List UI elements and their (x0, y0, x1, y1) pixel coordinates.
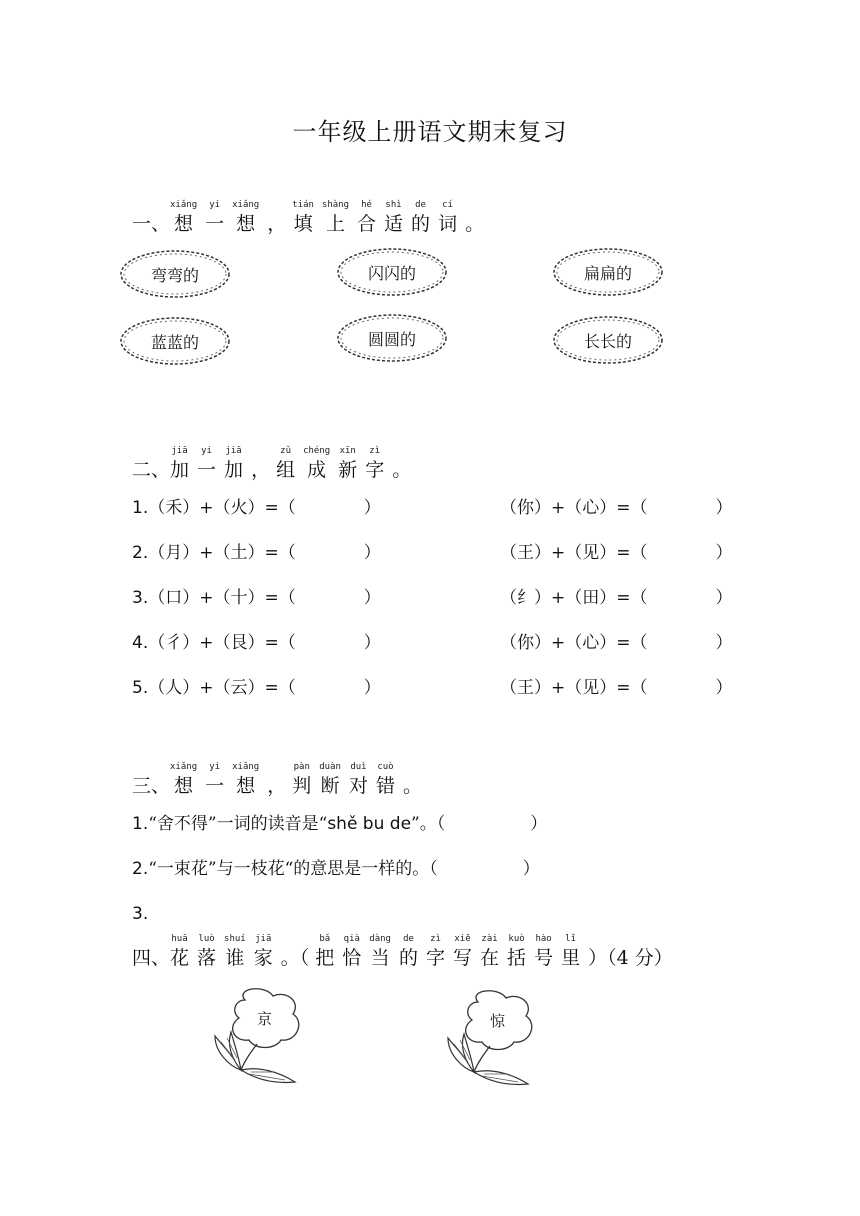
judge-question: 3. (132, 904, 149, 924)
pinyin: yi (201, 446, 212, 456)
hanzi: 的 (398, 947, 418, 969)
oval-label: 闪闪的 (367, 263, 416, 283)
pinyin-char (453, 934, 472, 970)
hanzi: 号 (534, 947, 554, 969)
pinyin-char (384, 200, 403, 236)
addition-row-left: 3.（口）+（十）=（ ） (132, 588, 381, 608)
pinyin-char (303, 446, 330, 482)
pinyin-char (322, 200, 349, 236)
addition-row-right: （你）+（心）=（ ） (500, 633, 733, 653)
hanzi: 判 (292, 775, 312, 797)
pinyin-char (357, 200, 376, 236)
flower-character: 惊 (490, 1012, 506, 1030)
pinyin-char (376, 762, 395, 798)
pinyin-char (170, 200, 197, 236)
pinyin: cí (442, 200, 453, 210)
section-3-heading (132, 762, 428, 798)
hanzi: 想 (236, 775, 256, 797)
pinyin-char (399, 934, 418, 970)
addition-row-right: （王）+（见）=（ ） (500, 543, 733, 563)
pinyin: huā (171, 934, 188, 944)
flower-illustration (205, 988, 325, 1098)
hanzi: 新 (338, 459, 358, 481)
punctuation: 。 (402, 775, 422, 797)
section-number: 一、 (132, 213, 171, 235)
pinyin: duàn (319, 762, 341, 772)
pinyin-char (205, 762, 224, 798)
pinyin: shuí (224, 934, 246, 944)
pinyin: jiā (171, 446, 188, 456)
pinyin-char (319, 762, 341, 798)
pinyin: hé (361, 200, 372, 210)
judge-question: 1.“舍不得”一词的读音是“shě bu de”。（ ） (132, 814, 548, 834)
hanzi: 写 (453, 947, 473, 969)
pinyin: zì (369, 446, 381, 456)
punctuation: ， (267, 213, 287, 235)
pinyin-char (438, 200, 457, 236)
pinyin: duì (350, 762, 367, 772)
pinyin-char (292, 200, 314, 236)
addition-row-right: （纟）+（田）=（ ） (500, 588, 733, 608)
hanzi: 括 (507, 947, 527, 969)
pinyin-char (507, 934, 526, 970)
hanzi: 对 (348, 775, 368, 797)
addition-row-left: 5.（人）+（云）=（ ） (132, 678, 381, 698)
hanzi: 在 (480, 947, 500, 969)
pinyin: de (415, 200, 426, 210)
pinyin: xiǎng (232, 200, 260, 210)
pinyin: dàng (369, 934, 391, 944)
pinyin-char (369, 934, 391, 970)
pinyin-char (170, 934, 189, 970)
punctuation: 。（ (280, 947, 310, 969)
hanzi: 加 (224, 459, 244, 481)
hanzi: 字 (365, 459, 385, 481)
addition-row-left: 1.（禾）+（火）=（ ） (132, 498, 381, 518)
pinyin-char (197, 934, 216, 970)
pinyin: shì (385, 200, 402, 210)
hanzi: 当 (370, 947, 390, 969)
pinyin: chéng (303, 446, 331, 456)
hanzi: 上 (325, 213, 345, 235)
pinyin: hào (535, 934, 552, 944)
section-number: 三、 (132, 775, 171, 797)
pinyin: zài (481, 934, 498, 944)
section-number: 二、 (132, 459, 171, 481)
hanzi: 词 (438, 213, 458, 235)
hanzi: 谁 (225, 947, 245, 969)
hanzi: 想 (174, 775, 194, 797)
word-oval (335, 246, 449, 298)
section-2-heading (132, 446, 417, 482)
hanzi: 把 (315, 947, 335, 969)
hanzi: 加 (170, 459, 190, 481)
pinyin-char (276, 446, 295, 482)
pinyin: shàng (321, 200, 350, 210)
pinyin-char (315, 934, 334, 970)
pinyin: qià (343, 934, 360, 944)
hanzi: 花 (170, 947, 190, 969)
hanzi: 一 (205, 775, 225, 797)
pinyin-char (292, 762, 311, 798)
oval-label: 长长的 (583, 331, 632, 351)
hanzi: 适 (384, 213, 404, 235)
pinyin-char (342, 934, 361, 970)
pinyin: jiā (225, 446, 242, 456)
pinyin: xiǎng (232, 762, 260, 772)
hanzi: 组 (276, 459, 296, 481)
punctuation: ）（4 分） (588, 947, 673, 969)
hanzi: 想 (236, 213, 256, 235)
addition-row-right: （你）+（心）=（ ） (500, 498, 733, 518)
section-number: 四、 (132, 947, 171, 969)
pinyin-char (232, 762, 259, 798)
hanzi: 断 (320, 775, 340, 797)
flower-character: 京 (257, 1010, 273, 1028)
pinyin: zì (430, 934, 441, 944)
hanzi: 落 (197, 947, 217, 969)
judge-question: 2.“一束花”与一枝花“的意思是一样的。（ ） (132, 859, 540, 879)
punctuation: 。 (465, 213, 485, 235)
section-1-heading (132, 200, 490, 236)
pinyin: luò (198, 934, 215, 944)
pinyin: xiǎng (170, 200, 198, 210)
oval-label: 圆圆的 (367, 329, 416, 349)
pinyin-char (349, 762, 368, 798)
addition-row-right: （王）+（见）=（ ） (500, 678, 733, 698)
pinyin-char (338, 446, 357, 482)
pinyin: xīn (339, 446, 356, 456)
addition-row-left: 2.（月）+（土）=（ ） (132, 543, 381, 563)
pinyin: kuò (508, 934, 525, 944)
punctuation: ， (251, 459, 271, 481)
pinyin-char (205, 200, 224, 236)
pinyin-char (426, 934, 445, 970)
pinyin-char (480, 934, 499, 970)
hanzi: 合 (357, 213, 377, 235)
pinyin: tián (292, 200, 314, 210)
oval-label: 弯弯的 (150, 265, 199, 285)
hanzi: 恰 (342, 947, 362, 969)
pinyin: lǐ (565, 934, 576, 944)
pinyin-char (561, 934, 580, 970)
pinyin-char (224, 934, 246, 970)
hanzi: 字 (426, 947, 446, 969)
pinyin-char (224, 446, 243, 482)
pinyin-char (170, 762, 197, 798)
word-oval (118, 248, 232, 300)
pinyin-char (411, 200, 430, 236)
pinyin-char (254, 934, 273, 970)
section-4-heading (132, 934, 679, 970)
hanzi: 家 (253, 947, 273, 969)
pinyin: jiā (255, 934, 272, 944)
pinyin-char (197, 446, 216, 482)
pinyin: cuò (377, 762, 394, 772)
pinyin: bǎ (319, 934, 331, 944)
hanzi: 一 (205, 213, 225, 235)
pinyin-char (534, 934, 553, 970)
pinyin: xiě (454, 934, 471, 944)
pinyin: yi (209, 762, 221, 772)
pinyin-char (170, 446, 189, 482)
pinyin-char (232, 200, 259, 236)
punctuation: 。 (392, 459, 412, 481)
word-oval (118, 315, 232, 367)
flower-illustration (438, 990, 558, 1100)
oval-label: 蓝蓝的 (150, 332, 199, 352)
oval-label: 扁扁的 (583, 263, 632, 283)
addition-row-left: 4.（彳）+（艮）=（ ） (132, 633, 381, 653)
word-oval (335, 312, 449, 364)
pinyin: xiǎng (170, 762, 198, 772)
pinyin: de (403, 934, 414, 944)
page-title: 一年级上册语文期末复习 (292, 118, 568, 146)
punctuation: ， (267, 775, 287, 797)
hanzi: 成 (307, 459, 327, 481)
hanzi: 一 (197, 459, 217, 481)
word-oval (551, 314, 665, 366)
word-oval (551, 246, 665, 298)
hanzi: 错 (375, 775, 395, 797)
hanzi: 填 (293, 213, 313, 235)
pinyin: zǔ (280, 446, 291, 456)
pinyin-char (365, 446, 384, 482)
hanzi: 里 (561, 947, 581, 969)
hanzi: 想 (174, 213, 194, 235)
pinyin: pàn (293, 762, 310, 772)
hanzi: 的 (411, 213, 431, 235)
pinyin: yi (209, 200, 221, 210)
